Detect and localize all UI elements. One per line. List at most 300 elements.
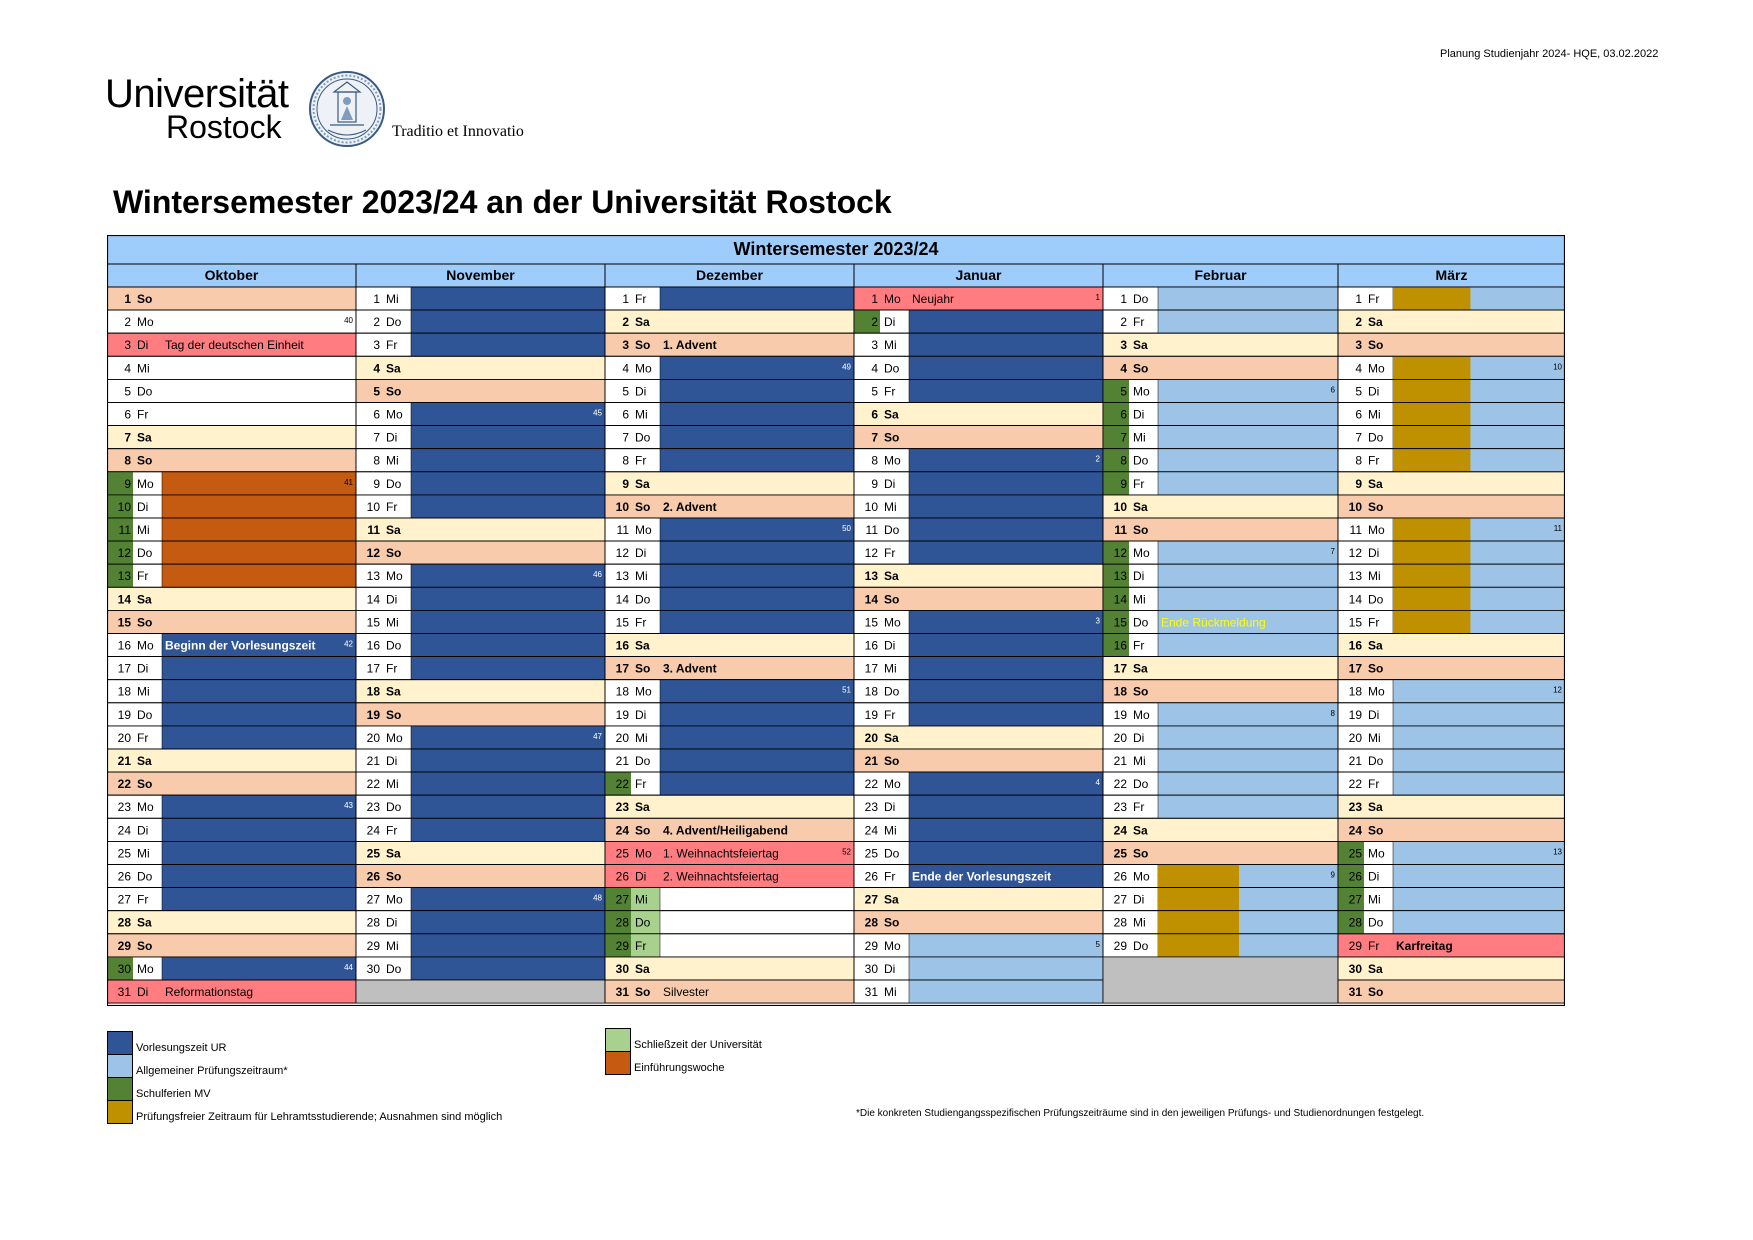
day-number: 22 — [366, 777, 380, 792]
weekday: Do — [1133, 938, 1149, 953]
day-row — [107, 865, 356, 888]
weekday: Di — [635, 869, 647, 884]
calendar-week: 52 — [842, 847, 851, 857]
calendar-week: 1 — [1095, 293, 1100, 302]
calendar-week: 43 — [344, 801, 353, 811]
day-row — [1103, 610, 1338, 633]
day-row — [605, 634, 854, 657]
day-note: Reformationstag — [165, 985, 254, 999]
day-number: 7 — [871, 430, 878, 445]
day-row — [605, 449, 854, 472]
day-number: 12 — [864, 546, 878, 561]
day-number: 13 — [366, 569, 380, 584]
weekday: Mi — [386, 777, 399, 792]
calendar-week: 7 — [1330, 547, 1335, 557]
weekday: Mo — [137, 638, 154, 653]
weekday: Sa — [635, 961, 650, 976]
weekday: Sa — [137, 754, 152, 768]
day-number: 1 — [871, 292, 878, 306]
day-row — [1338, 980, 1565, 1003]
month-column-februar — [1103, 264, 1338, 1003]
day-number: 7 — [124, 430, 131, 445]
weekday: Di — [884, 961, 896, 976]
period-bar — [162, 657, 356, 680]
period-bar — [1393, 749, 1565, 772]
weekday: So — [386, 384, 402, 399]
day-row — [605, 749, 854, 772]
day-note: Neujahr — [912, 292, 955, 306]
period-bar — [909, 379, 1103, 402]
day-number: 14 — [864, 592, 878, 607]
day-number: 24 — [117, 823, 131, 838]
day-row — [605, 426, 854, 449]
period-bar — [1158, 449, 1338, 472]
period-bar — [909, 772, 1103, 795]
day-number: 22 — [1113, 777, 1127, 792]
day-number: 2 — [622, 315, 629, 330]
exam-free-bar — [1393, 403, 1470, 426]
period-bar — [411, 911, 605, 934]
period-bar — [162, 957, 356, 980]
day-number: 11 — [367, 523, 380, 537]
day-note: 1. Weihnachtsfeiertag — [663, 846, 779, 861]
weekday: So — [137, 453, 153, 468]
period-bar — [411, 472, 605, 495]
day-row — [1103, 541, 1338, 564]
day-row — [356, 957, 605, 980]
period-bar — [909, 657, 1103, 680]
calendar-week: 51 — [842, 685, 851, 695]
period-bar — [1393, 888, 1565, 911]
weekday: Mi — [1133, 754, 1146, 768]
weekday: Fr — [635, 777, 647, 792]
weekday: So — [884, 754, 900, 768]
calendar-week: 42 — [344, 639, 353, 649]
day-number: 25 — [864, 846, 878, 861]
day-row — [1103, 888, 1338, 911]
weekday: So — [137, 777, 153, 792]
period-bar — [162, 841, 356, 864]
day-number: 27 — [1348, 892, 1362, 907]
day-note: Beginn der Vorlesungszeit — [165, 638, 316, 653]
day-row — [1103, 518, 1338, 541]
day-number: 22 — [864, 777, 878, 792]
day-number: 15 — [1113, 615, 1127, 630]
day-row — [605, 957, 854, 980]
period-bar — [411, 495, 605, 518]
day-row — [854, 726, 1103, 749]
day-number: 28 — [1113, 915, 1127, 930]
weekday: Di — [137, 985, 149, 999]
weekday: Do — [1368, 430, 1384, 445]
day-number: 8 — [622, 453, 629, 468]
day-number: 19 — [864, 707, 878, 722]
day-number: 29 — [1348, 938, 1362, 953]
weekday: So — [1368, 823, 1384, 838]
day-row — [107, 657, 356, 680]
weekday: Di — [137, 661, 149, 676]
day-row — [356, 841, 605, 864]
weekday: So — [635, 823, 651, 838]
weekday: Mi — [1133, 430, 1146, 445]
weekday: Di — [1133, 730, 1145, 745]
day-number: 8 — [1355, 453, 1362, 468]
weekday: Mi — [137, 684, 150, 699]
weekday: Do — [884, 684, 900, 699]
period-bar — [1393, 680, 1565, 703]
day-row — [107, 795, 356, 818]
weekday: So — [1133, 846, 1149, 861]
day-number: 10 — [1348, 499, 1362, 514]
day-number: 28 — [117, 915, 131, 930]
legend-label: Vorlesungszeit UR — [136, 1042, 227, 1054]
day-row — [854, 472, 1103, 495]
calendar-week: 3 — [1095, 616, 1100, 626]
day-row — [1338, 934, 1565, 957]
day-number: 19 — [1348, 707, 1362, 722]
day-number: 1 — [124, 292, 131, 306]
day-number: 12 — [1113, 546, 1127, 561]
day-row — [854, 564, 1103, 587]
weekday: Sa — [635, 315, 650, 330]
calendar-week: 41 — [344, 477, 353, 487]
day-row — [107, 449, 356, 472]
legend-swatch — [107, 1077, 133, 1101]
day-row — [854, 772, 1103, 795]
weekday: Mo — [1368, 846, 1385, 861]
day-row — [854, 426, 1103, 449]
day-number: 14 — [366, 592, 380, 607]
day-number: 1 — [373, 292, 380, 306]
period-bar — [1158, 287, 1338, 310]
period-bar — [909, 634, 1103, 657]
weekday: Sa — [635, 638, 650, 653]
day-row — [854, 449, 1103, 472]
weekday: Sa — [884, 569, 899, 584]
month-name: Januar — [955, 267, 1002, 283]
weekday: So — [1133, 361, 1149, 376]
day-row — [356, 865, 605, 888]
day-row — [1103, 564, 1338, 587]
footnote: *Die konkreten Studiengangsspezifischen Prüfungszeiträume sind in den jeweiligen Prüfungs- und Studienordnungen festgelegt. — [856, 1108, 1425, 1119]
day-number: 7 — [622, 430, 629, 445]
day-row — [605, 495, 854, 518]
weekday: So — [1133, 523, 1149, 537]
day-row — [107, 680, 356, 703]
day-number: 2 — [1120, 315, 1127, 330]
calendar-week: 8 — [1330, 708, 1335, 718]
month-name: Februar — [1194, 267, 1247, 283]
period-bar — [909, 610, 1103, 633]
period-bar — [660, 518, 854, 541]
legend-label: Schulferien MV — [136, 1088, 211, 1100]
weekday: So — [386, 546, 402, 561]
weekday: Di — [137, 823, 149, 838]
day-row — [107, 472, 356, 495]
day-note: 2. Weihnachtsfeiertag — [663, 869, 779, 884]
weekday: Fr — [1368, 453, 1380, 468]
day-row — [107, 957, 356, 980]
period-bar — [162, 795, 356, 818]
day-number: 19 — [615, 707, 629, 722]
day-row — [605, 610, 854, 633]
period-bar — [909, 795, 1103, 818]
day-number: 27 — [864, 892, 878, 907]
weekday: Di — [1133, 407, 1145, 422]
day-number: 25 — [615, 846, 629, 861]
day-row — [854, 356, 1103, 379]
period-bar — [411, 934, 605, 957]
day-number: 21 — [1113, 754, 1127, 768]
day-number: 3 — [622, 338, 629, 353]
day-number: 19 — [117, 707, 131, 722]
calendar-week: 12 — [1553, 685, 1562, 695]
day-row — [107, 703, 356, 726]
weekday: Do — [635, 915, 651, 930]
period-bar — [411, 726, 605, 749]
day-number: 3 — [1120, 338, 1127, 353]
day-number: 28 — [1348, 915, 1362, 930]
day-number: 3 — [871, 338, 878, 353]
day-number: 13 — [615, 569, 629, 584]
day-note: Ende der Vorlesungszeit — [912, 869, 1052, 884]
day-number: 13 — [117, 569, 131, 584]
exam-free-bar — [1393, 587, 1470, 610]
weekday: So — [386, 869, 402, 884]
day-number: 5 — [1120, 384, 1127, 399]
day-number: 30 — [864, 961, 878, 976]
day-row — [1103, 449, 1338, 472]
calendar-week: 49 — [842, 362, 851, 372]
day-number: 7 — [1355, 430, 1362, 445]
day-row — [356, 934, 605, 957]
day-row — [605, 726, 854, 749]
day-row — [356, 379, 605, 402]
day-number: 5 — [373, 384, 380, 399]
day-number: 17 — [615, 661, 629, 676]
weekday: Fr — [884, 546, 896, 561]
day-row — [107, 356, 356, 379]
calendar-week: 50 — [842, 524, 851, 533]
day-number: 18 — [615, 684, 629, 699]
day-number: 4 — [124, 361, 131, 376]
day-row — [854, 403, 1103, 426]
day-row — [1103, 934, 1338, 957]
weekday: Mi — [635, 892, 648, 907]
period-bar — [411, 564, 605, 587]
exam-free-bar — [1158, 865, 1239, 888]
day-number: 4 — [1355, 361, 1362, 376]
period-bar — [660, 564, 854, 587]
day-row — [107, 495, 356, 518]
day-number: 21 — [1348, 754, 1362, 768]
weekday: Fr — [1368, 938, 1380, 953]
day-number: 5 — [871, 384, 878, 399]
weekday: Fr — [137, 730, 149, 745]
weekday: So — [1133, 684, 1149, 699]
day-number: 30 — [117, 961, 131, 976]
day-row — [605, 934, 854, 957]
day-row — [356, 703, 605, 726]
day-number: 9 — [373, 476, 380, 491]
day-number: 27 — [366, 892, 380, 907]
day-row — [1103, 333, 1338, 356]
weekday: Fr — [386, 338, 398, 353]
day-row — [356, 472, 605, 495]
day-number: 19 — [1113, 707, 1127, 722]
day-number: 8 — [1120, 453, 1127, 468]
day-number: 16 — [366, 638, 380, 653]
weekday: So — [635, 985, 651, 999]
day-number: 28 — [864, 915, 878, 930]
period-bar — [162, 518, 356, 541]
weekday: Do — [884, 846, 900, 861]
weekday: Mo — [1133, 546, 1150, 561]
day-row — [605, 356, 854, 379]
weekday: Mi — [635, 569, 648, 584]
weekday: Mo — [884, 615, 901, 630]
day-number: 26 — [366, 869, 380, 884]
weekday: Mo — [635, 361, 652, 376]
day-note: Silvester — [663, 985, 710, 999]
weekday: Fr — [1368, 777, 1380, 792]
day-number: 3 — [1355, 338, 1362, 353]
calendar-week: 2 — [1095, 454, 1100, 464]
weekday: Do — [386, 800, 402, 815]
day-number: 17 — [1348, 661, 1362, 676]
day-row — [1103, 726, 1338, 749]
exam-free-bar — [1393, 449, 1470, 472]
weekday: Mo — [386, 407, 403, 422]
day-row — [854, 333, 1103, 356]
day-row — [854, 657, 1103, 680]
weekday: Mi — [884, 823, 897, 838]
day-number: 22 — [1348, 777, 1362, 792]
weekday: Mo — [635, 684, 652, 699]
period-bar — [162, 541, 356, 564]
day-number: 6 — [1355, 407, 1362, 422]
period-bar — [660, 379, 854, 402]
day-row — [356, 888, 605, 911]
month-column-maerz — [1338, 264, 1565, 1003]
weekday: Di — [386, 915, 398, 930]
period-bar — [411, 310, 605, 333]
weekday: Di — [1368, 384, 1380, 399]
weekday: Sa — [635, 476, 650, 491]
day-number: 13 — [1348, 569, 1362, 584]
day-row — [356, 333, 605, 356]
day-row — [1338, 379, 1565, 402]
day-row — [107, 426, 356, 449]
weekday: Sa — [386, 361, 401, 376]
weekday: Fr — [137, 407, 149, 422]
page-title: Wintersemester 2023/24 an der Universität Rostock — [113, 184, 892, 220]
day-number: 1 — [1120, 292, 1127, 306]
weekday: Mo — [137, 315, 154, 330]
period-bar — [1158, 426, 1338, 449]
day-row — [1103, 495, 1338, 518]
period-bar — [162, 726, 356, 749]
day-row — [605, 703, 854, 726]
day-number: 10 — [864, 499, 878, 514]
weekday: Do — [1133, 615, 1149, 630]
day-number: 9 — [1120, 476, 1127, 491]
period-bar — [411, 634, 605, 657]
day-row — [854, 379, 1103, 402]
day-row — [605, 403, 854, 426]
day-number: 18 — [366, 684, 380, 699]
day-note: Karfreitag — [1396, 938, 1453, 953]
month-column-januar — [854, 264, 1103, 1003]
day-row — [1103, 911, 1338, 934]
day-number: 12 — [117, 546, 131, 561]
day-number: 18 — [864, 684, 878, 699]
day-number: 31 — [615, 985, 629, 999]
weekday: Di — [1368, 869, 1380, 884]
day-row — [854, 934, 1103, 957]
period-bar — [162, 865, 356, 888]
weekday: Di — [884, 315, 896, 330]
weekday: Mo — [884, 938, 901, 953]
weekday: So — [1368, 985, 1384, 999]
day-number: 11 — [865, 523, 878, 537]
weekday: Di — [635, 384, 647, 399]
weekday: Di — [635, 546, 647, 561]
period-bar — [162, 495, 356, 518]
university-seal-icon — [308, 70, 386, 148]
weekday: Mo — [1368, 684, 1385, 699]
day-row — [356, 518, 605, 541]
period-bar — [1158, 634, 1338, 657]
day-row — [1103, 379, 1338, 402]
day-row — [107, 587, 356, 610]
weekday: Mo — [1368, 523, 1385, 537]
day-number: 27 — [1113, 892, 1127, 907]
day-row — [605, 841, 854, 864]
day-row — [854, 888, 1103, 911]
calendar-week: 13 — [1553, 847, 1562, 857]
period-bar — [1158, 772, 1338, 795]
weekday: Fr — [884, 384, 896, 399]
day-number: 18 — [1113, 684, 1127, 699]
month-column-dezember — [605, 264, 854, 1003]
semester-calendar — [107, 235, 1565, 1006]
day-number: 2 — [1355, 315, 1362, 330]
day-row — [107, 333, 356, 356]
day-number: 20 — [1348, 730, 1362, 745]
day-row — [1338, 680, 1565, 703]
day-note: 4. Advent/Heiligabend — [663, 823, 788, 838]
weekday: So — [884, 592, 900, 607]
period-bar — [660, 749, 854, 772]
weekday: Do — [1133, 292, 1149, 306]
weekday: Mi — [1368, 407, 1381, 422]
period-bar — [411, 657, 605, 680]
day-row — [605, 980, 854, 1003]
empty-cell — [356, 980, 605, 1003]
day-row — [356, 749, 605, 772]
weekday: Sa — [1368, 961, 1383, 976]
day-number: 4 — [622, 361, 629, 376]
day-row — [605, 818, 854, 841]
day-number: 1 — [1355, 292, 1362, 306]
day-number: 20 — [1113, 730, 1127, 745]
period-bar — [411, 610, 605, 633]
period-bar — [1158, 541, 1338, 564]
weekday: Fr — [635, 292, 647, 306]
period-bar — [162, 818, 356, 841]
calendar-week: 45 — [593, 408, 602, 418]
